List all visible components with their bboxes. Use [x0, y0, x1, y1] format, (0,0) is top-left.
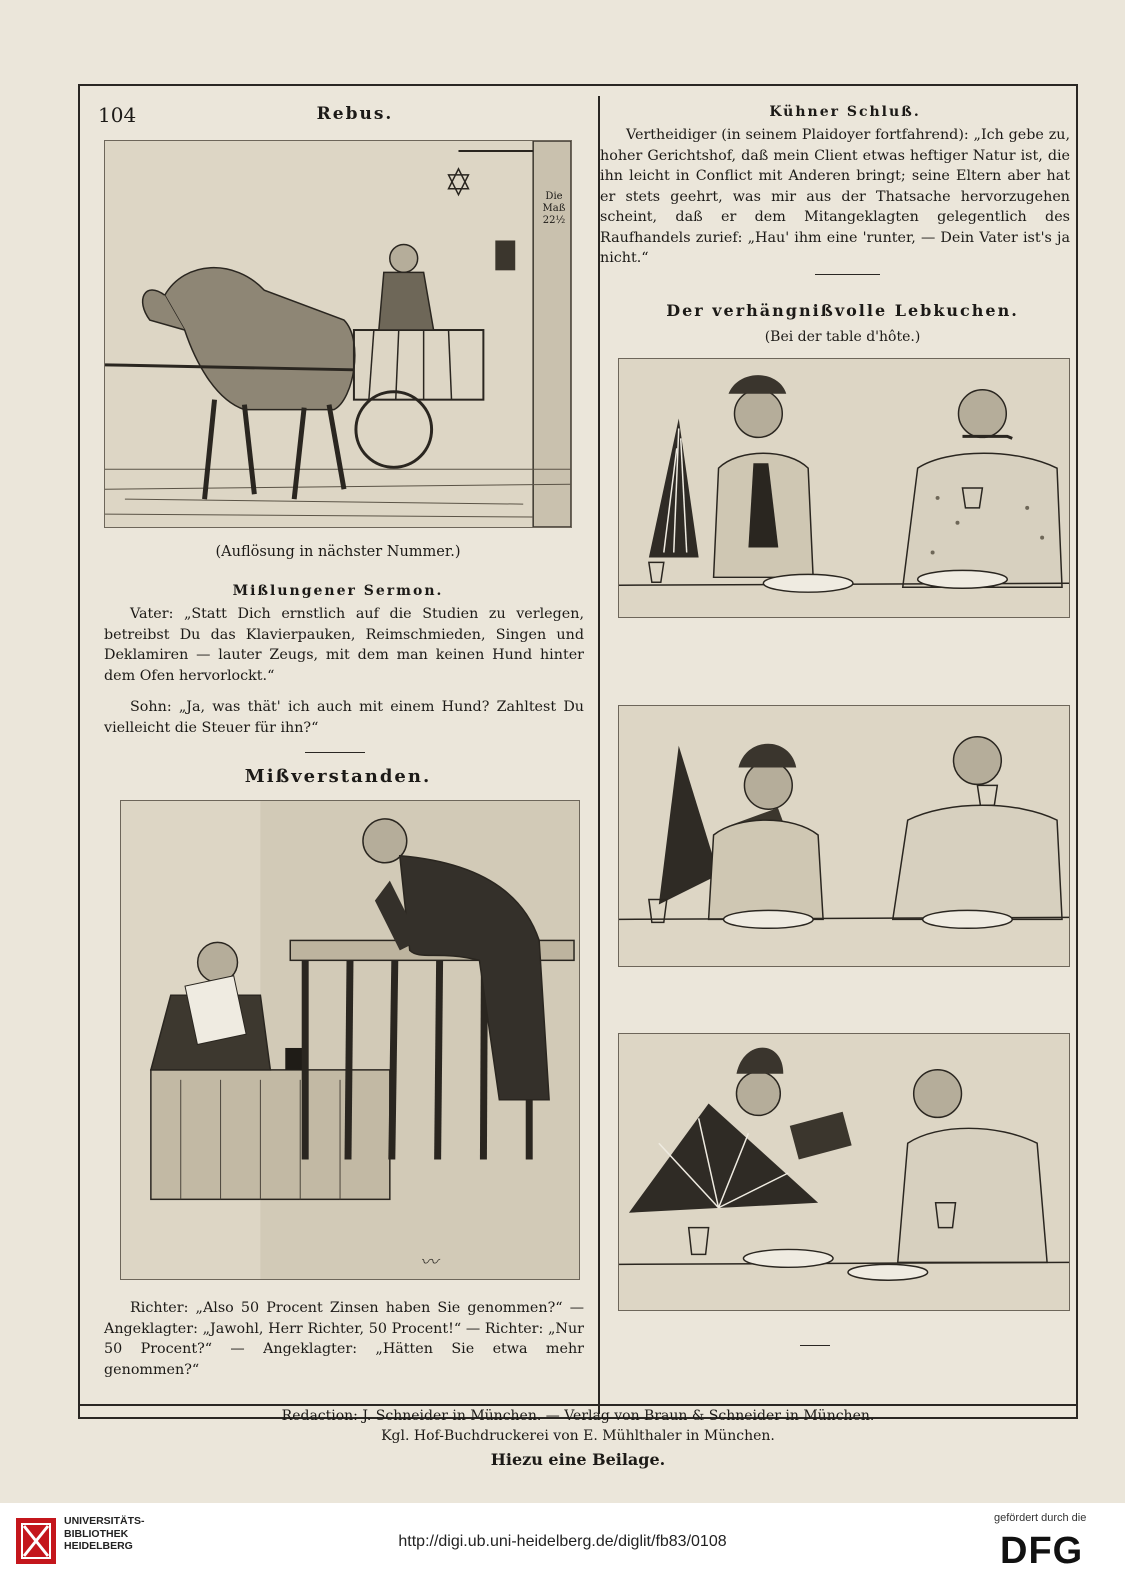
imprint-line-1: Redaction: J. Schneider in München. — Verlag von Braun & Schneider in München.	[281, 1408, 875, 1424]
rebus-title: Rebus.	[316, 104, 394, 124]
permalink-url[interactable]: http://digi.ub.uni-heidelberg.de/diglit/fb83/0108	[398, 1533, 727, 1550]
courtroom-illustration	[120, 800, 580, 1280]
funder-label: gefördert durch die	[994, 1512, 1087, 1524]
separator-bottom-right	[800, 1345, 830, 1346]
missverstanden-text: Richter: „Also 50 Procent Zinsen haben Sie genommen?“ — Angeklagter: „Jawohl, Herr Richter, 50 Procent!“ — Richter: „Nur 50 Procent?“ — Angeklagter: „Hätten Sie etwa mehr genommen?“	[104, 1300, 584, 1378]
sermon-text-father: Vater: „Statt Dich ernstlich auf die Studien zu verlegen, betreibst Du das Klavierpauken, Reimschmieden, Singen und Deklamiren — lauter Zeugs, mit dem man keinen Hund hinter dem Ofen hervorlockt.“	[104, 606, 584, 684]
lebkuchen-panel-2	[618, 705, 1070, 967]
lebkuchen-panel-3	[618, 1033, 1070, 1311]
rebus-illustration	[104, 140, 572, 528]
separator-left	[305, 752, 365, 753]
footer-rule	[78, 1404, 1078, 1406]
sermon-text-son: Sohn: „Ja, was thät' ich auch mit einem Hund? Zahltest Du vielleicht die Steuer für ihn?“	[104, 699, 584, 736]
kuehner-text: Vertheidiger (in seinem Plaidoyer fortfahrend): „Ich gebe zu, hoher Gerichtshof, daß mein Client etwas heftiger Natur ist, die ihn leicht in Conflict mit Anderen bringt; seine Eltern aber hat er stets geehrt, was mir aus der Thatsache hervorzugehen scheint, daß er dem Mitangeklagten gelegentlich des Raufhandels zurief: „Hau' ihm eine 'runter, — Dein Vater ist's ja nicht.“	[600, 127, 1070, 266]
courtroom-signature-mark: 〰	[420, 1252, 438, 1273]
rebus-caption: (Auflösung in nächster Nummer.)	[215, 544, 461, 560]
sermon-title: Mißlungener Sermon.	[232, 583, 444, 599]
separator-right	[815, 274, 880, 275]
library-name: UNIVERSITÄTS- BIBLIOTHEK HEIDELBERG	[64, 1515, 145, 1552]
lebkuchen-title: Der verhängnißvolle Lebkuchen.	[666, 301, 1019, 320]
rebus-sign: Die Maß 22½	[542, 191, 566, 226]
lebkuchen-panel-1	[618, 358, 1070, 618]
missverstanden-title: Mißverstanden.	[244, 766, 432, 787]
column-divider	[598, 96, 600, 1414]
imprint-line-3: Hiezu eine Beilage.	[490, 1450, 666, 1469]
dfg-logo: DFG	[1000, 1530, 1084, 1572]
lebkuchen-subtitle: (Bei der table d'hôte.)	[764, 329, 921, 345]
imprint-line-2: Kgl. Hof-Buchdruckerei von E. Mühlthaler in München.	[381, 1428, 775, 1444]
kuehner-title: Kühner Schluß.	[769, 104, 921, 120]
page-number: 104	[98, 103, 137, 127]
